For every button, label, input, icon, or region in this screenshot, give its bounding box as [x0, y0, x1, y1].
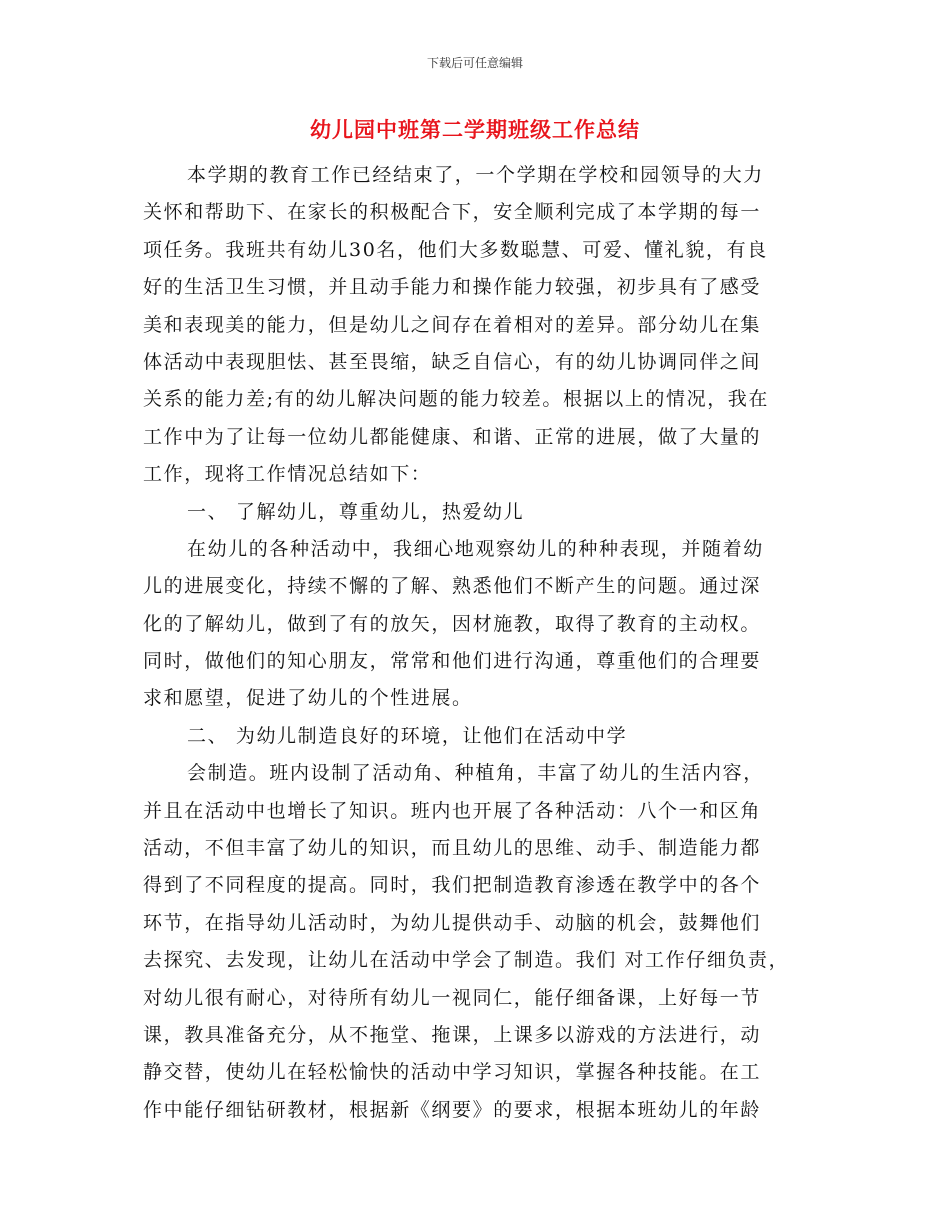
- paragraph-line: 活动，不但丰富了幼儿的知识，而且幼儿的思维、动手、制造能力都: [143, 837, 762, 860]
- paragraph-line: 同时，做他们的知心朋友，常常和他们进行沟通，尊重他们的合理要: [143, 650, 762, 673]
- paragraph-line: 对幼儿很有耐心，对待所有幼儿一视同仁，能仔细备课，上好每一节: [143, 986, 762, 1009]
- paragraph-line: 工作，现将工作情况总结如下：: [143, 463, 432, 486]
- paragraph-line: 工作中为了让每一位幼儿都能健康、和谐、正常的进展，做了大量的: [143, 425, 762, 448]
- paragraph-line: 项任务。我班共有幼儿30名，他们大多数聪慧、可爱、懂礼貌，有良: [143, 238, 768, 261]
- paragraph-line: 课，教具准备充分，从不拖堂、拖课，上课多以游戏的方法进行，动: [143, 1023, 762, 1046]
- paragraph-line: 去探究、去发现，让幼儿在活动中学会了制造。我们 对工作仔细负责，: [143, 949, 790, 972]
- paragraph-line: 关怀和帮助下、在家长的积极配合下，安全顺利完成了本学期的每一: [143, 201, 762, 224]
- paragraph-line: 静交替，使幼儿在轻松愉快的活动中学习知识，掌握各种技能。在工: [143, 1061, 762, 1084]
- paragraph-line: 环节，在指导幼儿活动时，为幼儿提供动手、动脑的机会，鼓舞他们: [143, 911, 762, 934]
- paragraph-line: 体活动中表现胆怯、甚至畏缩，缺乏自信心，有的幼儿协调同伴之间: [143, 350, 762, 373]
- section-heading: 二、 为幼儿制造良好的环境，让他们在活动中学: [187, 724, 628, 747]
- paragraph-line: 会制造。班内设制了活动角、种植角，丰富了幼儿的生活内容，: [187, 762, 764, 785]
- paragraph-line: 作中能仔细钻研教材，根据新《纲要》的要求，根据本班幼儿的年龄: [143, 1098, 762, 1121]
- section-heading: 一、 了解幼儿，尊重幼儿，热爱幼儿: [187, 500, 525, 523]
- paragraph-line: 在幼儿的各种活动中，我细心地观察幼儿的种种表现，并随着幼: [187, 537, 764, 560]
- paragraph-line: 得到了不同程度的提高。同时，我们把制造教育渗透在教学中的各个: [143, 874, 762, 897]
- paragraph-line: 化的了解幼儿，做到了有的放矢，因材施教，取得了教育的主动权。: [143, 612, 762, 635]
- paragraph-line: 并且在活动中也增长了知识。班内也开展了各种活动：八个一和区角: [143, 799, 762, 822]
- paragraph-line: 本学期的教育工作已经结束了，一个学期在学校和园领导的大力: [187, 164, 764, 186]
- paragraph-line: 好的生活卫生习惯，并且动手能力和操作能力较强，初步具有了感受: [143, 276, 762, 299]
- paragraph-line: 美和表现美的能力，但是幼儿之间存在着相对的差异。部分幼儿在集: [143, 313, 762, 336]
- header-note: 下载后可任意编辑: [426, 56, 523, 70]
- paragraph-line: 求和愿望，促进了幼儿的个性进展。: [143, 687, 473, 710]
- document-title: 幼儿园中班第二学期班级工作总结: [310, 118, 640, 142]
- paragraph-line: 儿的进展变化，持续不懈的了解、熟悉他们不断产生的问题。通过深: [143, 575, 762, 598]
- paragraph-line: 关系的能力差;有的幼儿解决问题的能力较差。根据以上的情况，我在: [143, 388, 770, 411]
- body-text: [143, 157, 823, 1129]
